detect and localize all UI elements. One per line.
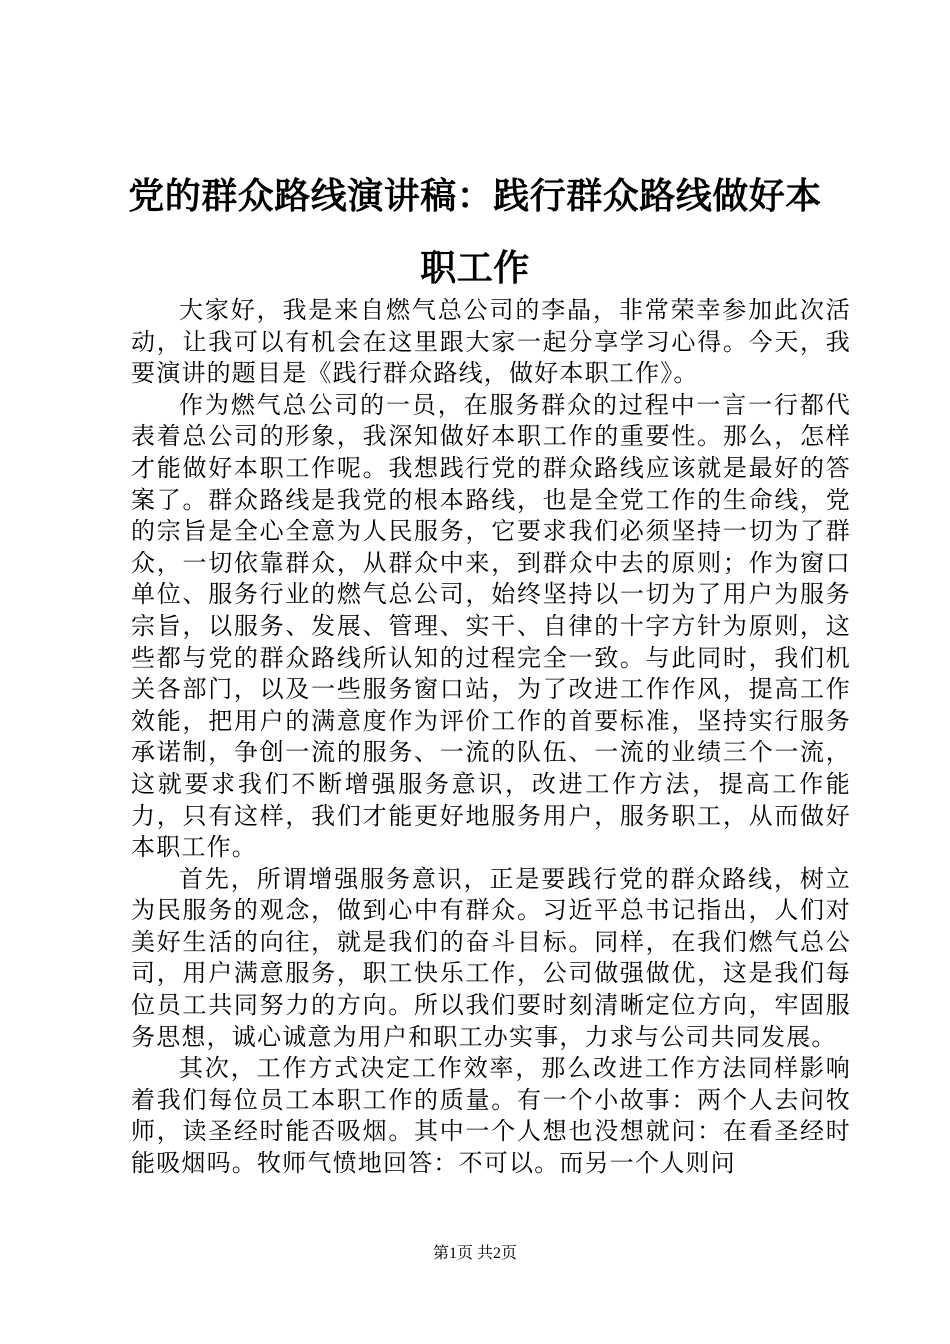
- paragraph: 大家好，我是来自燃气总公司的李晶，非常荣幸参加此次活动，让我可以有机会在这里跟大家一起分享学习心得。今天，我要演讲的题目是《践行群众路线，做好本职工作》。: [131, 296, 851, 388]
- paragraph: 作为燃气总公司的一员，在服务群众的过程中一言一行都代表着总公司的形象，我深知做好本职工作的重要性。那么，怎样才能做好本职工作呢。我想践行党的群众路线应该就是最好的答案了。群众路线是我党的根本路线，也是全党工作的生命线，党的宗旨是全心全意为人民服务，它要求我们必须坚持一切为了群众，一切依靠群众，从群众中来，到群众中去的原则；作为窗口单位、服务行业的燃气总公司，始终坚持以一切为了用户为服务宗旨，以服务、发展、管理、实干、自律的十字方针为原则，这些都与党的群众路线所认知的过程完全一致。与此同时，我们机关各部门，以及一些服务窗口站，为了改进工作作风，提高工作效能，把用户的满意度作为评价工作的首要标准，坚持实行服务承诺制，争创一流的服务、一流的队伍、一流的业绩三个一流，这就要求我们不断增强服务意识，改进工作方法，提高工作能力，只有这样，我们才能更好地服务用户，服务职工，从而做好本职工作。: [131, 390, 851, 862]
- document-body: [131, 295, 851, 1180]
- page-footer: 第1页 共2页: [432, 1245, 517, 1262]
- paragraph: 其次，工作方式决定工作效率，那么改进工作方法同样影响着我们每位员工本职工作的质量。有一个小故事：两个人去问牧师，读圣经时能否吸烟。其中一个人想也没想就问：在看圣经时能吸烟吗。牧师气愤地回答：不可以。而另一个人则问: [131, 1054, 851, 1178]
- paragraph: 首先，所谓增强服务意识，正是要践行党的群众路线，树立为民服务的观念，做到心中有群众。习近平总书记指出，人们对美好生活的向往，就是我们的奋斗目标。同样，在我们燃气总公司，用户满意服务，职工快乐工作，公司做强做优，这是我们每位员工共同努力的方向。所以我们要时刻清晰定位方向，牢固服务思想，诚心诚意为用户和职工办实事，力求与公司共同发展。: [131, 864, 851, 1051]
- document-title: 党的群众路线演讲稿：践行群众路线做好本职工作: [128, 175, 822, 289]
